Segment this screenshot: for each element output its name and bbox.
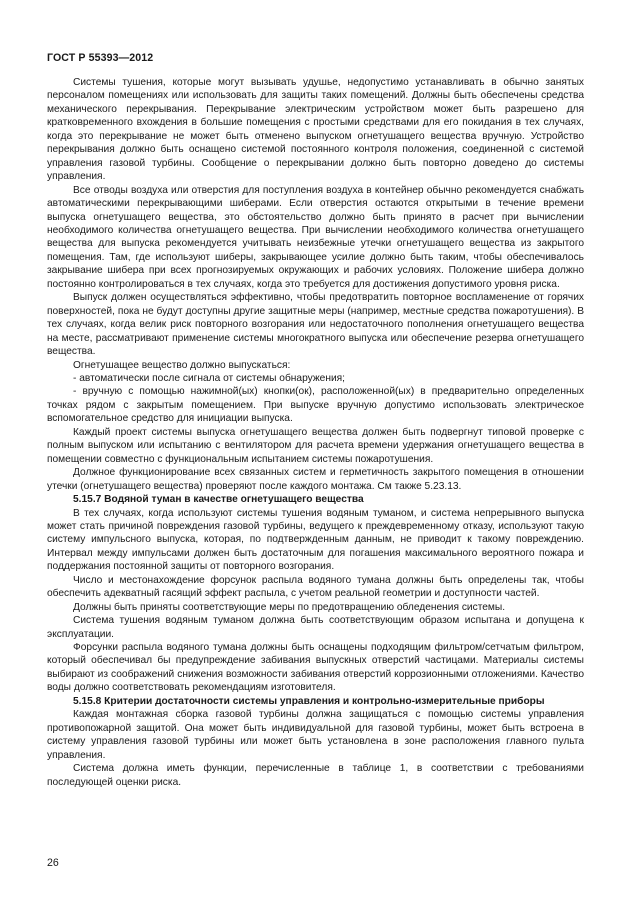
paragraph: Система должна иметь функции, перечисленные в таблице 1, в соответствии с требованиями последующей оценки риска.: [47, 763, 584, 788]
paragraph: Должное функционирование всех связанных систем и герметичность закрытого помещения в отношении утечки (огнетушащего вещества) проверяют после каждого монтажа. См также 5.23.13.: [47, 467, 584, 492]
section-heading: 5.15.8 Критерии достаточности системы управления и контрольно-измерительные приборы: [73, 695, 545, 707]
paragraph: - автоматически после сигнала от системы обнаружения;: [73, 372, 345, 384]
paragraph: Число и местонахождение форсунок распыла водяного тумана должны быть определены так, чтобы обеспечить адекватный гасящий эффект распыла, с учетом реальной геометрии и доступности частей.: [47, 574, 584, 600]
paragraph: Должны быть приняты соответствующие меры по предотвращению обледенения системы.: [73, 601, 506, 613]
paragraph: Огнетушащее вещество должно выпускаться:: [73, 359, 291, 371]
paragraph: Выпуск должен осуществляться эффективно, чтобы предотвратить повторное воспламенение от горячих поверхностей, пока не будут доступны другие защитные меры (например, местные средства пожаротушения). В тех случаях, когда велик риск повторного возгорания или недостаточного пополнения огнетушащего вещества на месте, рассматривают применение системы многократного выпуска или обеспечение резерва огнетушащего вещества.: [47, 292, 584, 358]
paragraph: Каждый проект системы выпуска огнетушащего вещества должен быть подвергнут типовой проверке с полным выпуском или испытанию с вентилятором для расчета времени удержания огнетушащего вещества в помещении совместно с функциональным испытанием системы пожаротушения.: [47, 426, 584, 465]
paragraph: Каждая монтажная сборка газовой турбины должна защищаться с помощью системы управления противопожарной защитой. Она может быть индивидуальной для газовой турбины, может быть встроена в систему управления газовой турбины или может быть установлена в зоне расположения главного пульта управления.: [47, 709, 584, 761]
section-heading: 5.15.7 Водяной туман в качестве огнетушащего вещества: [73, 494, 364, 506]
page-number: 26: [47, 857, 59, 869]
paragraph: Система тушения водяным туманом должна быть соответствующим образом испытана и допущена к эксплуатации.: [47, 615, 584, 640]
paragraph: - вручную с помощью нажимной(ых) кнопки(ок), расположенной(ых) в предварительно определенных точках рядом с закрытым помещением. При выпуске вручную допустимо использовать электрическое вспомогательное средство для инициации выпуска.: [47, 386, 584, 425]
paragraph: Форсунки распыла водяного тумана должны быть оснащены подходящим фильтром/сетчатым фильтром, который обеспечивал бы предупреждение забивания выпускных отверстий частицами. Материалы системы выбирают из соображений снижения возможности забивания отверстий коррозионными отложениями. Качество воды должно соответствовать рекомендациям изготовителя.: [47, 642, 584, 694]
paragraph: Системы тушения, которые могут вызывать удушье, недопустимо устанавливать в обычно занятых персоналом помещениях или использовать для защиты таких помещений. Должны быть обеспечены средства механического перекрывания. Перекрывание электрическим устройством может быть разрешено для кратковременного вхождения в большие помещения с простыми средствами для его покидания в тех случаях, когда это перекрывание не может быть отменено выпуском огнетушащего вещества вручную. Устройство перекрывания должно быть оснащено системой постоянного контроля положения, соединенной с системой управления газовой турбины. Сообщение о перекрывании должно быть повторно доведено до системы управления.: [47, 77, 584, 183]
paragraph: В тех случаях, когда используют системы тушения водяным туманом, и система непрерывного выпуска может стать причиной повреждения газовой турбины, ведущего к преждевременному отказу, используют такую систему импульсного выпуска, которая, по подтвержденным данным, не приводит к такому повреждению. Интервал между импульсами должен быть достаточным для погашения максимального вероятного пожара и поддержания постоянной защиты от повторного возгорания.: [47, 507, 584, 573]
document-body: [47, 76, 584, 789]
paragraph: Все отводы воздуха или отверстия для поступления воздуха в контейнер обычно рекомендуется снабжать автоматическими перекрывающими шиберами. Если отверстия остаются открытыми в течение времени выпуска огнетушащего вещества, это обстоятельство должно быть принято в расчет при вычислении необходимого количества огнетушащего вещества. При вычислении необходимого количества огнетушащего вещества для выпуска рекомендуется учитывать неизбежные утечки огнетушащего вещества из закрытого помещения. Там, где используют шиберы, закрывающее усилие должно быть таким, чтобы обеспечивалось закрывание шибера при всех прогнозируемых окружающих и рабочих условиях. Положение шибера должно постоянно контролироваться в тех случаях, когда это требуется для достижения допустимого уровня риска.: [47, 184, 584, 290]
document-header: ГОСТ Р 55393—2012: [47, 52, 154, 64]
